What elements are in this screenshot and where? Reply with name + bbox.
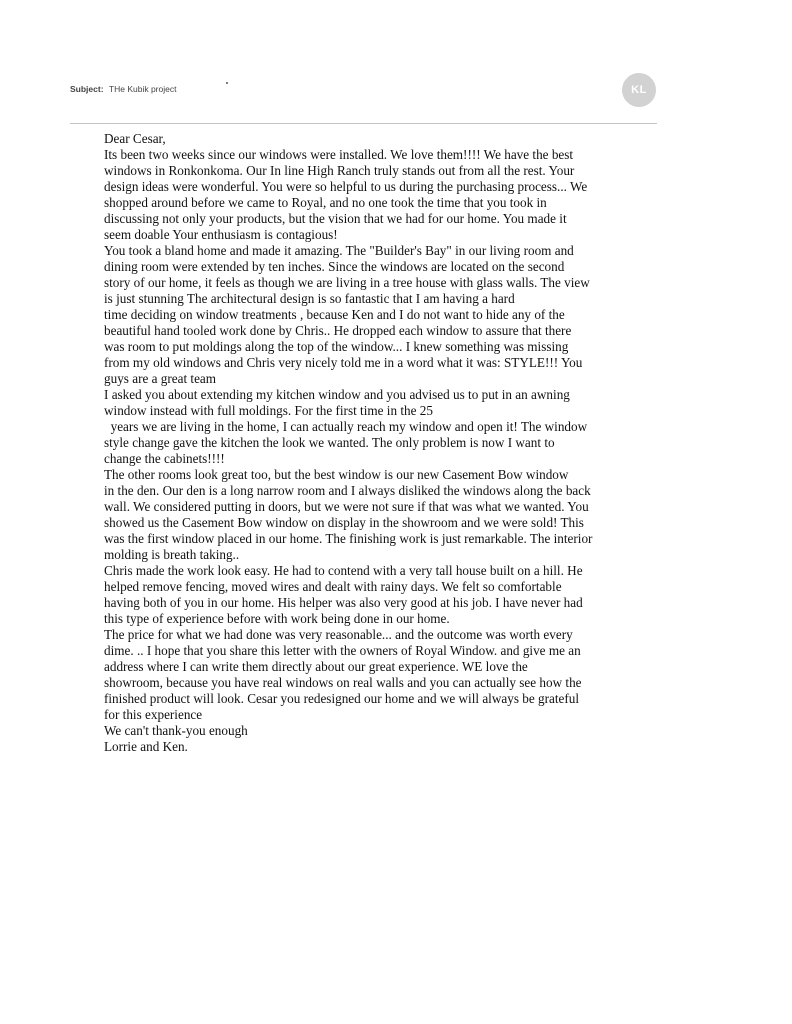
paragraph-line: I asked you about extending my kitchen window and you advised us to put in an awning	[104, 387, 570, 402]
paragraph-line: years we are living in the home, I can actually reach my window and open it! The window	[104, 419, 588, 434]
paragraph-line: discussing not only your products, but the vision that we had for our home. You made it	[104, 211, 567, 226]
avatar-initials: KL	[631, 84, 647, 96]
letter-body	[104, 131, 644, 755]
paragraph-line: in the den. Our den is a long narrow room and I always disliked the windows along the back	[104, 483, 591, 498]
paragraph-5	[104, 563, 644, 627]
paragraph-line: time deciding on window treatments , because Ken and I do not want to hide any of the	[104, 307, 565, 322]
paragraph-line: You took a bland home and made it amazing. The "Builder's Bay" in our living room and	[104, 243, 574, 258]
paragraph-2	[104, 243, 644, 387]
signature-line: Lorrie and Ken.	[104, 739, 188, 754]
avatar[interactable]	[622, 73, 656, 107]
paragraph-line: dime. .. I hope that you share this letter with the owners of Royal Window. and give me an	[104, 643, 581, 658]
paragraph-line: finished product will look. Cesar you redesigned our home and we will always be grateful	[104, 691, 579, 706]
subject-value: THe Kubik project	[108, 84, 177, 94]
paragraph-1	[104, 147, 644, 243]
paragraph-line: The other rooms look great too, but the best window is our new Casement Bow window	[104, 467, 569, 482]
salutation: Dear Cesar,	[104, 131, 166, 146]
email-header	[70, 84, 176, 94]
closing-line: We can't thank-you enough	[104, 723, 248, 738]
paragraph-line: beautiful hand tooled work done by Chris.. He dropped each window to assure that there	[104, 323, 572, 338]
paragraph-line: for this experience	[104, 707, 203, 722]
paragraph-line: design ideas were wonderful. You were so helpful to us during the purchasing process... We	[104, 179, 588, 194]
paragraph-line: Chris made the work look easy. He had to contend with a very tall house built on a hill. He	[104, 563, 583, 578]
paragraph-line: this type of experience before with work being done in our home.	[104, 611, 450, 626]
paragraph-line: shopped around before we came to Royal, and no one took the time that you took in	[104, 195, 547, 210]
paragraph-line: Its been two weeks since our windows were installed. We love them!!!! We have the best	[104, 147, 574, 162]
paragraph-line: window instead with full moldings. For the first time in the 25	[104, 403, 433, 418]
paragraph-6	[104, 627, 644, 723]
paragraph-line: The price for what we had done was very reasonable... and the outcome was worth every	[104, 627, 573, 642]
paragraph-line: story of our home, it feels as though we are living in a tree house with glass walls. The view	[104, 275, 590, 290]
header-dot	[226, 82, 228, 84]
paragraph-line: address where I can write them directly about our great experience. WE love the	[104, 659, 528, 674]
paragraph-line: molding is breath taking..	[104, 547, 240, 562]
paragraph-3	[104, 387, 644, 467]
paragraph-line: showroom, because you have real windows on real walls and you can actually see how the	[104, 675, 582, 690]
paragraph-line: showed us the Casement Bow window on display in the showroom and we were sold! This	[104, 515, 584, 530]
paragraph-line: helped remove fencing, moved wires and dealt with rainy days. We felt so comfortable	[104, 579, 562, 594]
paragraph-line: change the cabinets!!!!	[104, 451, 225, 466]
paragraph-line: seem doable Your enthusiasm is contagious!	[104, 227, 338, 242]
paragraph-line: dining room were extended by ten inches. Since the windows are located on the second	[104, 259, 565, 274]
paragraph-line: guys are a great team	[104, 371, 217, 386]
closing	[104, 723, 644, 755]
paragraph-line: windows in Ronkonkoma. Our In line High Ranch truly stands out from all the rest. Your	[104, 163, 575, 178]
header-divider	[70, 123, 657, 124]
paragraph-4	[104, 467, 644, 563]
paragraph-line: was room to put moldings along the top of the window... I knew something was missing	[104, 339, 569, 354]
subject-label: Subject:	[70, 84, 104, 94]
paragraph-line: is just stunning The architectural design is so fantastic that I am having a hard	[104, 291, 515, 306]
paragraph-line: wall. We considered putting in doors, but we were not sure if that was what we wanted. You	[104, 499, 589, 514]
paragraph-line: was the first window placed in our home. The finishing work is just remarkable. The interior	[104, 531, 593, 546]
paragraph-line: style change gave the kitchen the look we wanted. The only problem is now I want to	[104, 435, 555, 450]
paragraph-line: from my old windows and Chris very nicely told me in a word what it was: STYLE!!! You	[104, 355, 583, 370]
paragraph-line: having both of you in our home. His helper was also very good at his job. I have never had	[104, 595, 583, 610]
